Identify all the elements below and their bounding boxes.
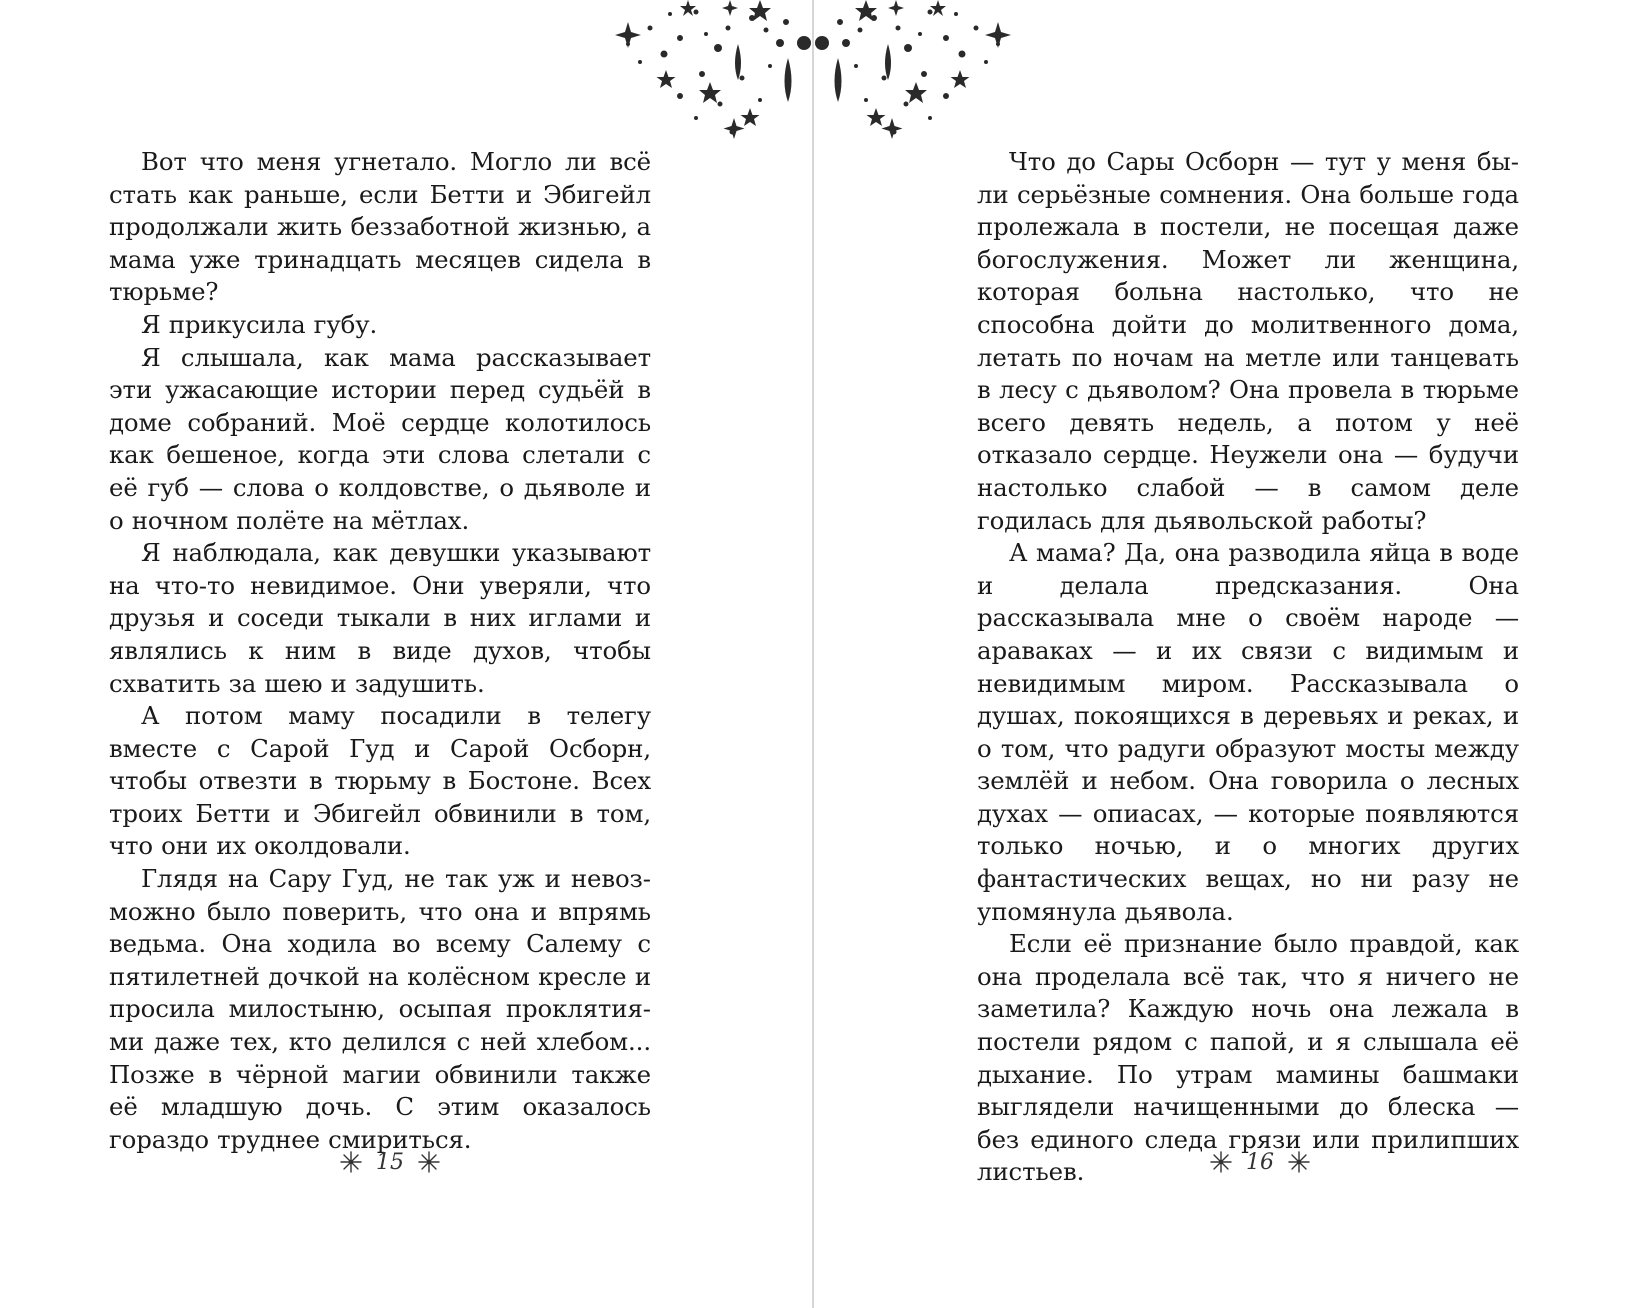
left-page (109, 146, 651, 1156)
page-number: 15 (376, 1149, 404, 1175)
star-cluster-ornament (610, 0, 1016, 155)
paragraph: Что до Сары Осборн — тут у меня были серьёзные сомнения. Она больше года пролежала в постели, не посещая даже богослужения. Может ли женщина, которая больна настолько, что не способна дойти до молитвенного дома, летать по ночам на метле или танцевать в лесу с дьяволом? Она провела в тюрьме всего девять недель, а потом у неё отказало сердце. Неужели она — будучи настолько слабой — в самом деле годилась для дьявольской работы? (977, 147, 1519, 535)
asterisk-flourish-icon (1210, 1151, 1232, 1173)
asterisk-flourish-icon (340, 1151, 362, 1173)
asterisk-flourish-icon (418, 1151, 440, 1173)
right-page (977, 146, 1519, 1189)
paragraph: Я наблюдала, как девушки указывают на что-то невидимое. Они уверяли, что друзья и соседи тыкали в них иглами и являлись к ним в виде духов, чтобы схватить за шею и задушить. (109, 538, 651, 698)
paragraph: Я слышала, как мама рассказывает эти ужасающие истории перед судьёй в доме собраний. Моё сердце колотилось как бешеное, когда эти слова слетали с её губ — слова о колдовстве, о дьяволе и о ночном полёте на мётлах. (109, 342, 651, 535)
paragraph: А мама? Да, она разводила яйца в воде и делала предсказания. Она рассказывала мне о своём народе — араваках — и их связи с видимым и невидимым миром. Рассказывала о душах, покоящихся в деревьях и реках, и о том, что радуги образуют мосты между землёй и небом. Она говорила о лесных духах — опиасах, — которые появляются только ночью, и о многих других фантастических вещах, но ни разу не упомянула дьявола. (977, 538, 1519, 926)
asterisk-flourish-icon (1288, 1151, 1310, 1173)
page-number-right (1210, 1145, 1310, 1179)
paragraph: Я прикусила губу. (141, 309, 378, 339)
paragraph: Вот что меня угнетало. Могло ли всё стать как раньше, если Бетти и Эбигейл продолжали жить беззаботной жизнью, а мама уже тринадцать месяцев сидела в тюрьме? (109, 147, 651, 307)
paragraph: Если её признание было правдой, как она проделала всё так, что я ничего не заметила? Каждую ночь она лежала в постели рядом с папой, и я слышала её дыхание. По утрам мамины башмаки выглядели начищенными до блеска — без единого следа грязи или прилипших листьев. (977, 929, 1519, 1187)
paragraph: А потом маму посадили в телегу вместе с Сарой Гуд и Сарой Осборн, чтобы отвезти в тюрьму в Бостоне. Всех троих Бетти и Эбигейл обвинили в том, что они их околдовали. (109, 701, 651, 861)
paragraph: Глядя на Сару Гуд, не так уж и невозможно было поверить, что она и впрямь ведьма. Она ходила во всему Салему с пятилетней дочкой на колёсном кресле и просила милостыню, осыпая проклятиями даже тех, кто делился с ней хлебом... Позже в чёрной магии обвинили также её младшую дочь. С этим оказалось гораздо труднее смириться. (109, 864, 651, 1154)
page-number: 16 (1246, 1149, 1274, 1175)
page-number-left (340, 1145, 440, 1179)
book-gutter (812, 0, 814, 1308)
